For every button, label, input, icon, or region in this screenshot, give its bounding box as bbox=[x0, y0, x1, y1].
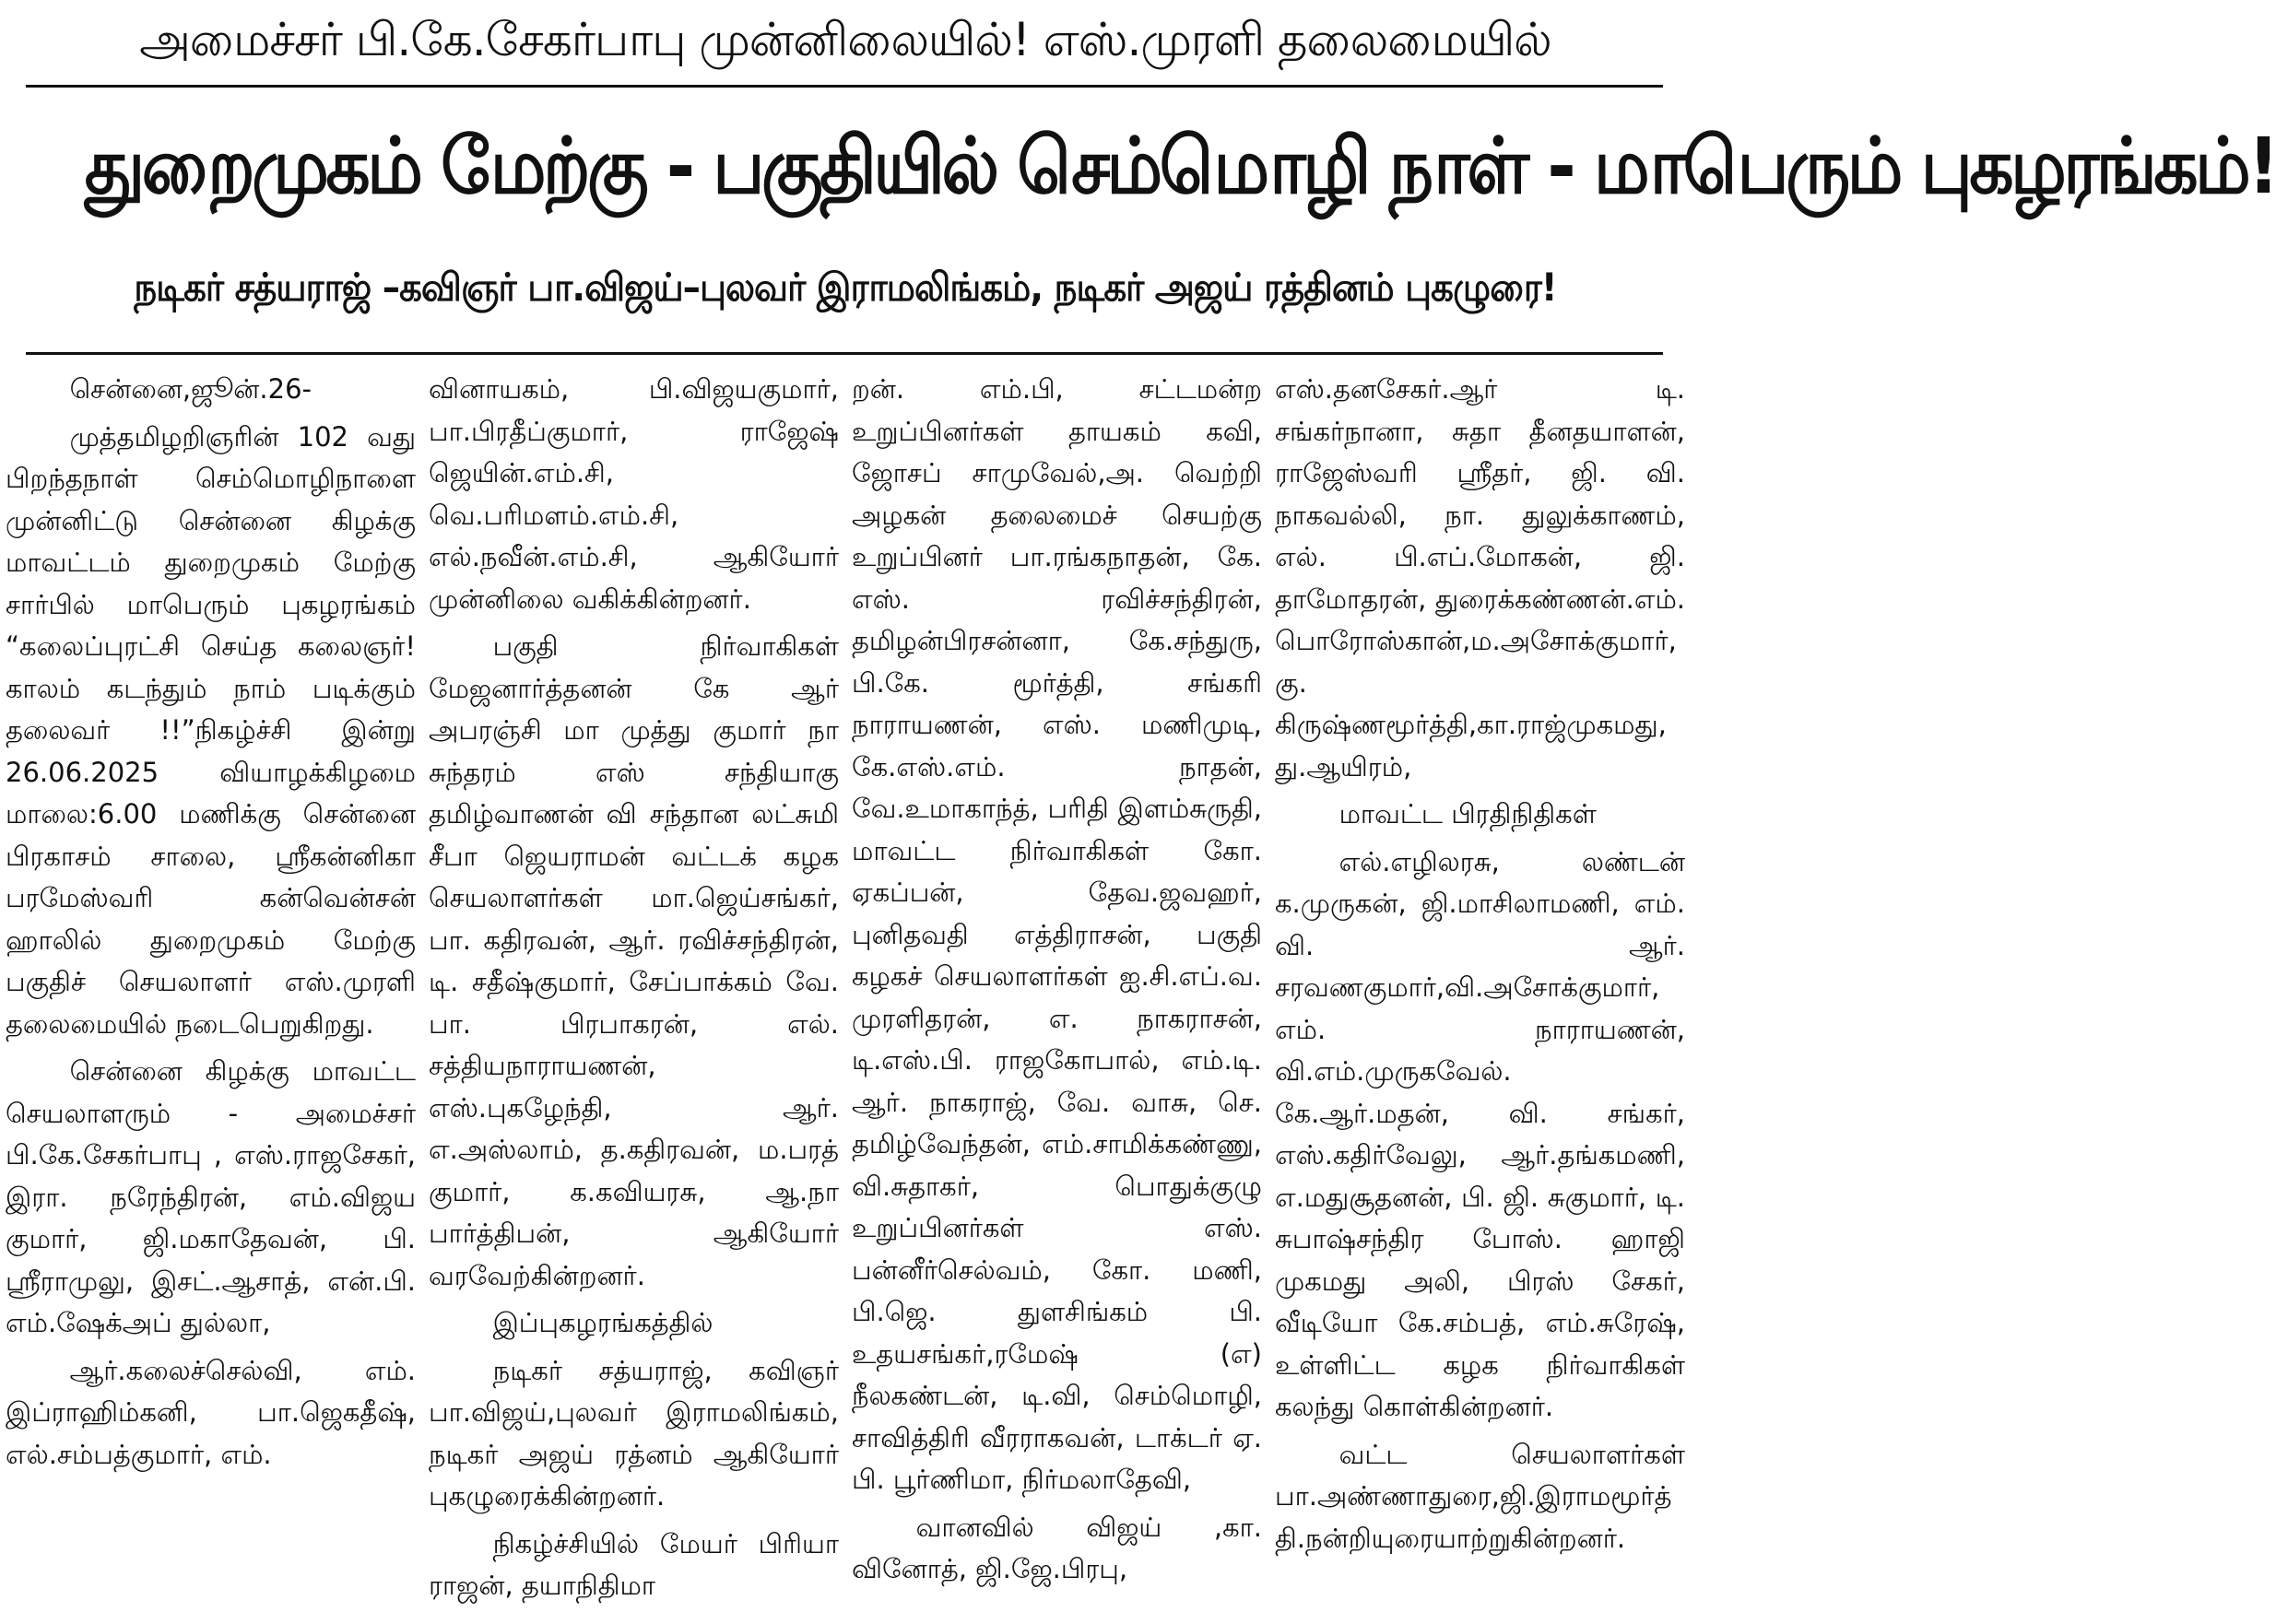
article-paragraph: வினாயகம், பி.விஜயகுமார், பா.பிரதீப்குமார், ராஜேஷ் ஜெயின்.எம்.சி, வெ.பரிமளம்.எம்.சி, எல்.நவீன்.எம்.சி, ஆகியோர் முன்னிலை வகிக்கின்றனர். bbox=[429, 373, 839, 615]
article-paragraph: எல்.எழிலரசு, லண்டன் க.முருகன், ஜி.மாசிலாமணி, எம். வி. ஆர். சரவணகுமார்,வி.அசோக்குமார், எம். நாராயணன், வி.எம்.முருகவேல். கே.ஆர்.மதன், வி. சங்கர், எஸ்.கதிர்வேலு, ஆர்.தங்கமணி, எ.மதுசூதனன், பி. ஜி. சுகுமார், டி. சுபாஷ்சந்திர போஸ். ஹாஜி முகமது அலி, பிரஸ் சேகர், வீடியோ கே.சம்பத், எம்.சுரேஷ், உள்ளிட்ட கழக நிர்வாகிகள் கலந்து கொள்கின்றனர். bbox=[1275, 845, 1685, 1422]
article-paragraph: வானவில் விஜய் ,கா. வினோத், ஜி.ஜே.பிரபு, bbox=[852, 1511, 1262, 1584]
article-paragraph: இப்புகழரங்கத்தில் bbox=[492, 1307, 713, 1338]
article-column-1 bbox=[6, 369, 416, 1618]
article-paragraph: சென்னை கிழக்கு மாவட்ட செயலாளரும் - அமைச்சர் பி.கே.சேகர்பாபு , எஸ்.ராஜசேகர், இரா. நரேந்திரன், எம்.விஜய குமார், ஜி.மகாதேவன், பி. ஸ்ரீராமுலு, இசட்.ஆசாத், என்.பி. எம்.ஷேக்அப் துல்லா, bbox=[6, 1055, 416, 1338]
article-paragraph: நிகழ்ச்சியில் மேயர் பிரியா ராஜன், தயாநிதிமா bbox=[429, 1527, 839, 1601]
article-column-4 bbox=[1275, 369, 1685, 1618]
article-paragraph: எஸ்.தனசேகர்.ஆர் டி. சங்கர்நானா, சுதா தீனதயாளன், ராஜேஸ்வரி ஸ்ரீதர், ஜி. வி. நாகவல்லி, நா. துலுக்காணம், எல். பி.எப்.மோகன், ஜி. தாமோதரன், துரைக்கண்ணன்.எம். பொரோஸ்கான்,ம.அசோக்குமார், கு. கிருஷ்ணமூர்த்தி,கா.ராஜ்முகமது,து.ஆயிரம், bbox=[1275, 373, 1685, 783]
article-paragraph: சென்னை,ஜூன்.26- bbox=[69, 373, 312, 405]
article-paragraph: மாவட்ட பிரதிநிதிகள் bbox=[1338, 798, 1597, 830]
article-paragraph: முத்தமிழறிஞரின் 102 வது பிறந்தநாள் செம்மொழிநாளை முன்னிட்டு சென்னை கிழக்கு மாவட்டம் துறைமுகம் மேற்கு சார்பில் மாபெரும் புகழரங்கம் “கலைப்புரட்சி செய்த கலைஞர்! காலம் கடந்தும் நாம் படிக்கும் தலைவர் !!”நிகழ்ச்சி இன்று 26.06.2025 வியாழக்கிழமை மாலை:6.00 மணிக்கு சென்னை பிரகாசம் சாலை, ஸ்ரீகன்னிகா பரமேஸ்வரி கன்வென்சன் ஹாலில் துறைமுகம் மேற்கு பகுதிச் செயலாளர் எஸ்.முரளி தலைமையில் நடைபெறுகிறது. bbox=[6, 420, 416, 1040]
article-paragraph: நடிகர் சத்யராஜ், கவிஞர் பா.விஜய்,புலவர் இராமலிங்கம், நடிகர் அஜய் ரத்னம் ஆகியோர் புகழுரைக்கின்றனர். bbox=[429, 1354, 839, 1512]
kicker-line: அமைச்சர் பி.கே.சேகர்பாபு முன்னிலையில்! எஸ்.முரளி தலைமையில் bbox=[139, 13, 1551, 66]
article-paragraph: வட்ட செயலாளர்கள் பா.அண்ணாதுரை,ஜி.இராமமூர்த்தி.நன்றியுரையாற்றுகின்றனர். bbox=[1275, 1438, 1685, 1554]
subheadline: நடிகர் சத்யராஜ் –கவிஞர் பா.விஜய்–புலவர் இராமலிங்கம், நடிகர் அஜய் ரத்தினம் புகழுரை! bbox=[134, 265, 1557, 310]
article-column-2 bbox=[429, 369, 839, 1618]
article-body bbox=[6, 369, 1685, 1618]
article-column-3 bbox=[852, 369, 1262, 1618]
top-rule bbox=[26, 85, 1663, 88]
bottom-rule bbox=[26, 352, 1663, 355]
article-paragraph: பகுதி நிர்வாகிகள் மேஜனார்த்தனன் கே ஆர் அபரஞ்சி மா முத்து குமார் நா சுந்தரம் எஸ் சந்தியாகு தமிழ்வாணன் வி சந்தான லட்சுமி சீபா ஜெயராமன் வட்டக் கழக செயலாளர்கள் மா.ஜெய்சங்கர், பா. கதிரவன், ஆர். ரவிச்சந்திரன், டி. சதீஷ்குமார், சேப்பாக்கம் வே. பா. பிரபாகரன், எல். சத்தியநாராயணன், எஸ்.புகழேந்தி, ஆர். எ.அஸ்லாம், த.கதிரவன், ம.பரத் குமார், க.கவியரசு, ஆ.நா பார்த்திபன், ஆகியோர் வரவேற்கின்றனர். bbox=[429, 630, 839, 1291]
article-paragraph: ஆர்.கலைச்செல்வி, எம். இப்ராஹிம்கனி, பா.ஜெகதீஷ், எல்.சம்பத்குமார், எம். bbox=[6, 1354, 416, 1470]
headline: துறைமுகம் மேற்கு - பகுதியில் செம்மொழி நாள் - மாபெரும் புகழரங்கம்! bbox=[84, 121, 2276, 211]
article-paragraph: றன். எம்.பி, சட்டமன்ற உறுப்பினர்கள் தாயகம் கவி, ஜோசப் சாமுவேல்,அ. வெற்றி அழகன் தலைமைச் செயற்கு உறுப்பினர் பா.ரங்கநாதன், கே. எஸ். ரவிச்சந்திரன், தமிழன்பிரசன்னா, கே.சந்துரு, பி.கே. மூர்த்தி, சங்கரி நாராயணன், எஸ். மணிமுடி, கே.எஸ்.எம். நாதன், வே.உமாகாந்த், பரிதி இளம்சுருதி, மாவட்ட நிர்வாகிகள் கோ. ஏகப்பன், தேவ.ஜவஹர், புனிதவதி எத்திராசன், பகுதி கழகச் செயலாளர்கள் ஐ.சி.எப்.வ. முரளிதரன், எ. நாகராசன், டி.எஸ்.பி. ராஜகோபால், எம்.டி. ஆர். நாகராஜ், வே. வாசு, செ. தமிழ்வேந்தன், எம்.சாமிக்கண்ணு, வி.சுதாகர், பொதுக்குழு உறுப்பினர்கள் எஸ். பன்னீர்செல்வம், கோ. மணி, பி.ஜெ. துளசிங்கம் பி. உதயசங்கர்,ரமேஷ் (எ) நீலகண்டன், டி.வி, செம்மொழி, சாவித்திரி வீரராகவன், டாக்டர் ஏ. பி. பூர்ணிமா, நிர்மலாதேவி, bbox=[852, 373, 1262, 1495]
